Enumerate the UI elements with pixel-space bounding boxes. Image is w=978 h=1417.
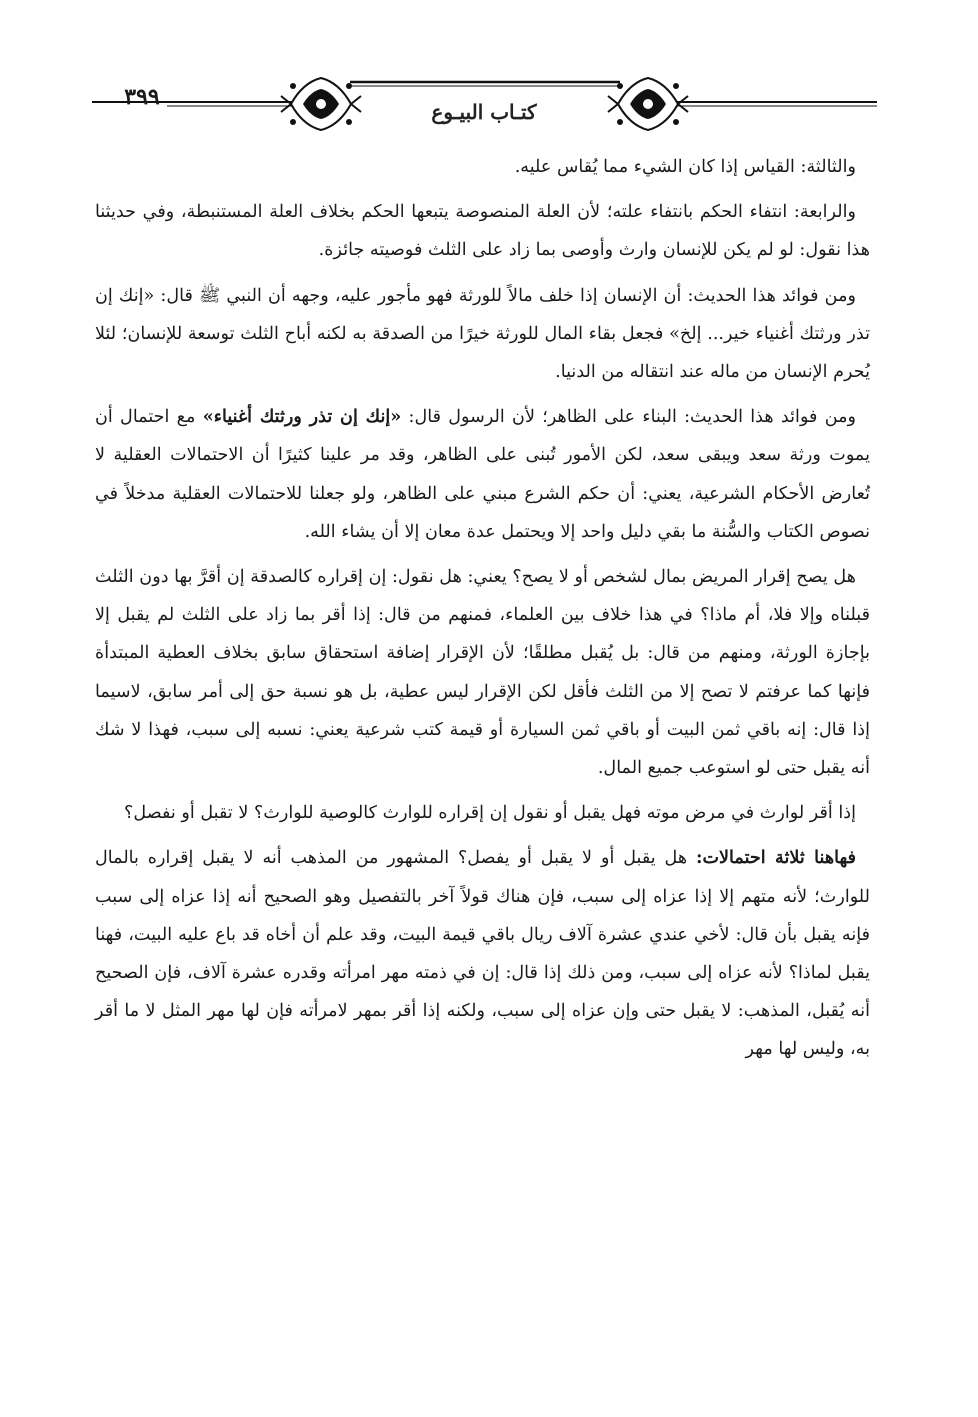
paragraph-tail: مع احتمال أن يموت ورثة سعد ويبقى سعد، لكن الأمور تُبنى على الظاهر، وقد مر علينا كثيرًا أن الاحتمالات العقلية لا تُعارض الأحكام الشرعية، يعني: أن حكم الشرع مبني على الظاهر، ولو جعلنا للاحتمالات العقلية مدخلاً في نصوص الكتاب والسُّنة ما بقي دليل واحد إلا ويحتمل عدة معان إلا أن يشاء الله.: [95, 407, 870, 542]
paragraph-text: إذا أقر لوارث في مرض موته فهل يقبل أو نقول إن إقراره للوارث كالوصية للوارث؟ لا تقبل أو نفصل؟: [124, 803, 856, 824]
ornament-left: [281, 78, 361, 130]
paragraph-lead: ومن فوائد هذا الحديث: البناء على الظاهر؛ لأن الرسول قال:: [401, 407, 857, 428]
section-heading: فهاهنا ثلاثة احتمالات:: [695, 847, 856, 869]
page-header: [92, 72, 877, 142]
paragraph-6: [95, 794, 870, 832]
paragraph-2: [95, 193, 870, 269]
running-title: كتـاب البيـوع: [431, 100, 537, 124]
page-number: ٣٩٩: [124, 84, 160, 110]
paragraph-3: [95, 277, 870, 392]
paragraph-4: [95, 398, 870, 551]
paragraph-text: والرابعة: انتفاء الحكم بانتفاء علته؛ لأن العلة المنصوصة يتبعها الحكم بخلاف العلة المستنبطة، وفي حديثنا هذا نقول: لو لم يكن للإنسان وارث وأوصى بما زاد على الثلث فوصيته جائزة.: [95, 202, 870, 261]
paragraph-text: هل يصح إقرار المريض بمال لشخص أو لا يصح؟ يعني: هل نقول: إن إقراره كالصدقة إن أقرَّ بها دون الثلث قبلناه وإلا فلا، أم ماذا؟ في هذا خلاف بين العلماء، فمنهم من قال: إذا أقر بما زاد على الثلث لم يقبل إلا بإجازة الورثة، ومنهم من قال: بل يُقبل مطلقًا؛ لأن الإقرار إضافة استحقاق سابق بخلاف العطية المبتدأة فإنها كما عرفتم لا تصح إلا من الثلث فأقل لكن الإقرار ليس عطية، بل هو نسبة حق إلى أمر سابق، لاسيما إذا قال: إنه باقي ثمن البيت أو باقي ثمن السيارة أو قيمة كتب شرعية يعني: نسبه إلى سبب، فهذا لا شك أنه يقبل حتى لو استوعب جميع المال.: [95, 567, 870, 779]
ornament-right: [608, 78, 688, 130]
paragraph-5: [95, 558, 870, 787]
body-text: [95, 148, 870, 1076]
paragraph-7: [95, 839, 870, 1068]
paragraph-text: والثالثة: القياس إذا كان الشيء مما يُقاس عليه.: [514, 157, 856, 177]
paragraph-1: [95, 148, 870, 186]
paragraph-tail: هل يقبل أو لا يقبل أو يفصل؟ المشهور من المذهب أنه لا يقبل إقراره بالمال للوارث؛ لأنه متهم إلا إذا عزاه إلى سبب، فإن هناك قولاً آخر بالتفصيل وهو الصحيح أنه إذا عزاه إلى سبب فإنه يقبل بأن قال: لأخي عندي عشرة آلاف ريال باقي قيمة البيت، وقد علم أن أخاه قد باع عليه البيت، فهنا يقبل لماذا؟ لأنه عزاه إلى سبب، ومن ذلك إذا قال: إن في ذمته مهر امرأته وقدره عشرة آلاف، فإن الصحيح أنه يُقبل، المذهب: لا يقبل حتى وإن عزاه إلى سبب، ولكنه إذا أقر بمهر لامرأته فإن لها مهر المثل لا ما أقر به، وليس لها مهر: [95, 848, 870, 1060]
hadith-quote: «إنك إن تذر ورثتك أغنياء»: [202, 406, 402, 428]
paragraph-text: ومن فوائد هذا الحديث: أن الإنسان إذا خلف مالاً للورثة فهو مأجور عليه، وجهه أن النبي ﷺ قال: «إنك إن تذر ورثتك أغنياء خير... إلخ» فجعل بقاء المال للورثة خيرًا من الصدقة به لكنه أباح الثلث توسعة للإنسان؛ لئلا يُحرم الإنسان من ماله عند انتقاله من الدنيا.: [95, 285, 870, 383]
